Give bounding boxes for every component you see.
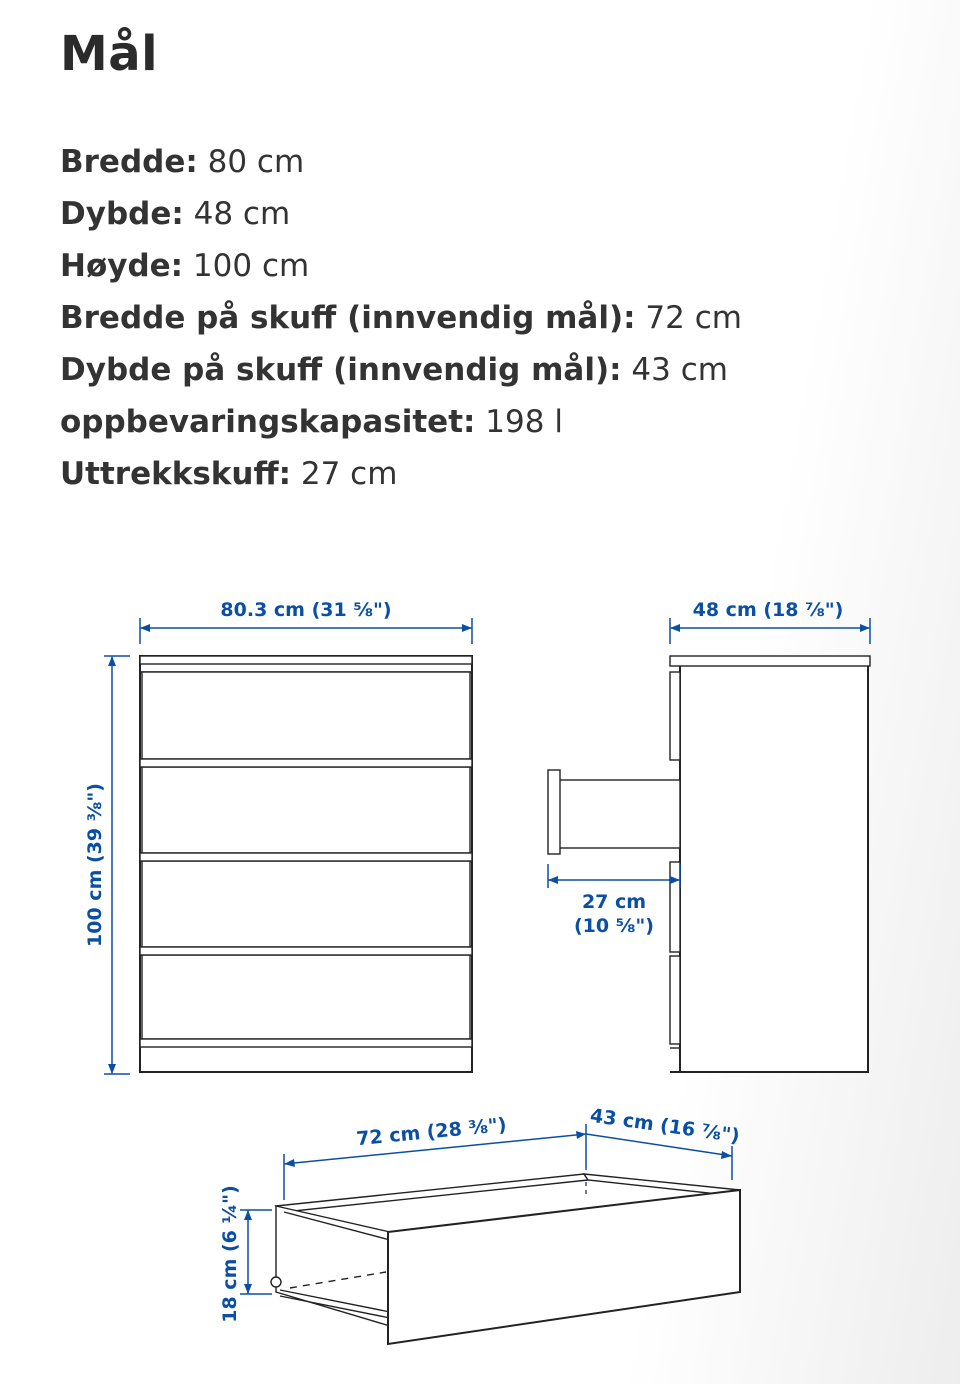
page-title: Mål [60,26,159,82]
spec-row-drawer-extension [60,448,742,500]
drawer-height-label: 18 cm (6 ¼") [219,1185,241,1323]
spec-label: oppbevaringskapasitet: [60,404,476,440]
spec-value: 72 cm [645,300,742,336]
spec-value: 198 l [485,404,563,440]
dimension-diagrams [0,560,960,1384]
spec-value: 43 cm [631,352,728,388]
spec-value: 80 cm [207,144,305,180]
drawer-width-label: 72 cm (28 ⅜") [355,1113,508,1151]
drawer-extension-label-cm: 27 cm [581,891,647,913]
spec-row-width [60,136,742,188]
side-depth-dimension [670,599,870,644]
spec-row-storage-capacity [60,396,742,448]
spec-label: Dybde: [60,196,184,232]
side-depth-label: 48 cm (18 ⅞") [692,599,844,621]
spec-label: Bredde på skuff (innvendig mål): [60,300,636,336]
spec-row-height [60,240,742,292]
front-width-label: 80.3 cm (31 ⅝") [220,599,392,621]
front-width-dimension [140,599,472,644]
front-height-label: 100 cm (39 ⅜") [84,783,106,947]
spec-row-drawer-width [60,292,742,344]
drawer-depth-label: 43 cm (16 ⅞") [588,1104,741,1148]
spec-label: Bredde: [60,144,198,180]
drawer-depth-dimension [586,1105,741,1180]
drawer-extension-dimension [548,864,680,937]
spec-value: 100 cm [192,248,310,284]
spec-label: Høyde: [60,248,184,284]
drawer-view-drawing [271,1174,740,1344]
drawer-width-dimension [284,1114,586,1200]
spec-value: 27 cm [300,456,398,492]
front-view-drawing [140,656,472,1072]
spec-value: 48 cm [193,196,291,232]
spec-label: Uttrekkskuff: [60,456,292,492]
spec-row-drawer-depth [60,344,742,396]
spec-label: Dybde på skuff (innvendig mål): [60,352,622,388]
side-view-drawing [548,656,870,1072]
drawer-extension-label-in: (10 ⅝") [574,915,654,937]
drawer-height-dimension [219,1185,272,1323]
spec-row-depth [60,188,742,240]
spec-list [60,136,742,500]
front-height-dimension [84,656,130,1074]
